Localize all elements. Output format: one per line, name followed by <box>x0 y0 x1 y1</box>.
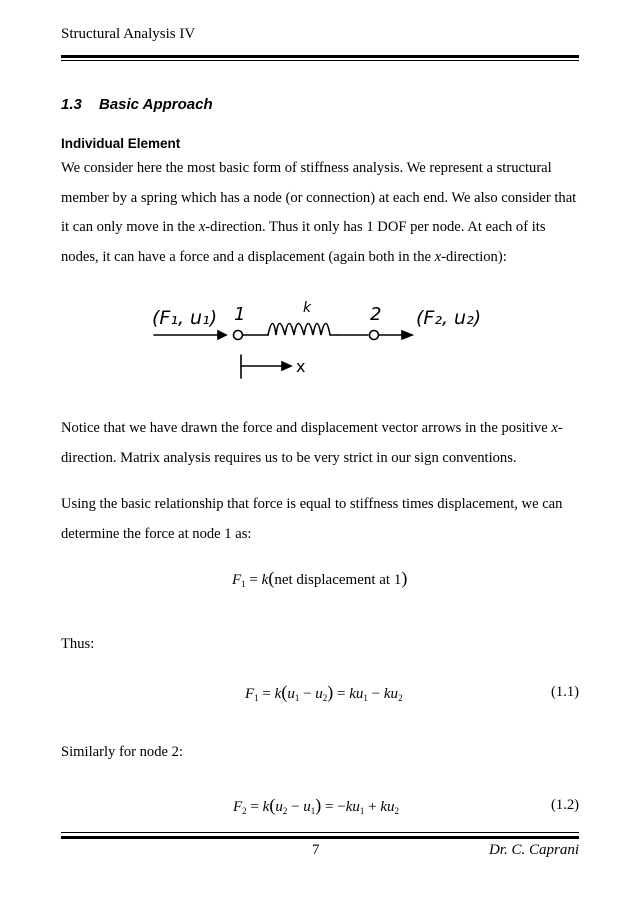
footer-rule-thin <box>61 832 579 833</box>
right-node-label: (F₂, u₂) <box>416 307 482 329</box>
running-header: Structural Analysis IV <box>61 26 196 42</box>
spring-coils <box>268 324 338 336</box>
section-title: Basic Approach <box>99 96 213 113</box>
spring-stiffness-label: k <box>303 300 312 316</box>
page-number: 7 <box>312 842 320 858</box>
footer-rule <box>61 836 579 839</box>
equation-1-1: $F_1 = k(u_1 - u_2) = ku_1 - ku_2$ <box>245 682 403 703</box>
header-rule <box>61 55 579 58</box>
equation-net-displacement: $F_1 = k(net$ displacement at 1) <box>232 568 408 589</box>
arrowhead-right <box>402 331 412 339</box>
equation-1-2-number: (1.2) <box>551 797 579 813</box>
footer-author: Dr. C. Caprani <box>488 842 579 858</box>
equation-1-1-number: (1.1) <box>551 684 579 700</box>
spring-element-figure <box>140 290 500 390</box>
paragraph-intro: We consider here the most basic form of stiffness analysis. We represent a structural member by a spring which has a node (or connection) at each end. We also consider that it can only move in the x-direction. Thus it only has 1 DOF per node. At each of its nodes, it can have a force and a displacement (again both in the x-direction): <box>61 160 577 265</box>
node-1-circle <box>234 331 243 340</box>
paragraph-force-relationship: Using the basic relationship that force is equal to stiffness times displacement, we can determine the force at node 1 as: <box>61 496 563 542</box>
paragraph-thus: Thus: <box>61 636 95 652</box>
left-node-label: (F₁, u₁) <box>152 307 218 329</box>
header-rule-thin <box>61 60 579 61</box>
section-number: 1.3 <box>61 96 82 113</box>
node-2-label: 2 <box>370 304 382 325</box>
node-1-label: 1 <box>234 304 246 325</box>
section-heading <box>61 96 213 113</box>
equation-1-2: $F_2 = k(u_2 - u_1) = -ku_1 + ku_2$ <box>233 795 400 816</box>
subheading: Individual Element <box>61 136 181 151</box>
node-2-circle <box>370 331 379 340</box>
paragraph-sign-convention: Notice that we have drawn the force and displacement vector arrows in the positive x-direction. Matrix analysis requires us to be very strict in our sign conventions. <box>61 420 563 466</box>
x-axis-label: x <box>296 357 306 376</box>
arrowhead-left <box>218 331 226 339</box>
paragraph-similarly: Similarly for node 2: <box>61 744 184 760</box>
